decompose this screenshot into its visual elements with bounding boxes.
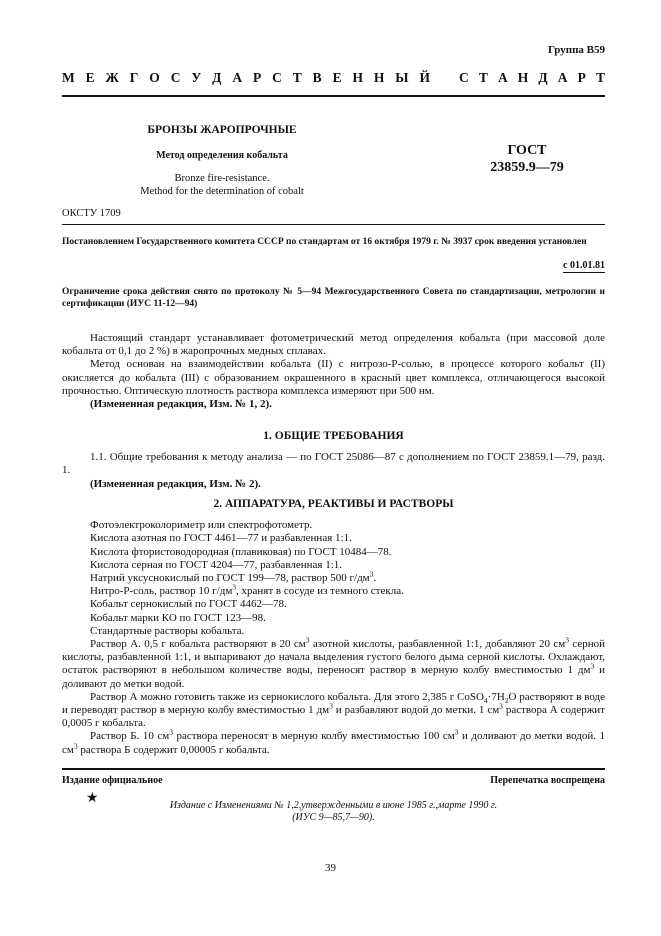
section-1-amendment: (Измененная редакция, Изм. № 2).: [90, 477, 261, 490]
solution-a-paragraph: Раствор А. 0,5 г кобальта растворяют в 20 $см^3$ азотной кислоты, разбавленной 1:1, добавляют 20 $см^3$ серной кислоты, разбавленной 1:1, и выпаривают до начала выделения густого белого дыма серной кислоты. Охлаждают, остаток растворяют в небольшом количестве воды, переносят раствор в мерную колбу вместимостью 1 $дм^3$ и доливают до метки водой.: [62, 635, 605, 690]
banner-letter: А: [557, 70, 568, 85]
intro-paragraph-1: Настоящий стандарт устанавливает фотометрический метод определения кобальта (при массовой доле кобальта от 0,1 до 2 %) в жаропрочных медных сплавах.: [62, 332, 605, 358]
banner-letter: Н: [373, 70, 385, 85]
banner-letter: Ж: [105, 70, 119, 85]
banner-letter: Е: [332, 70, 342, 85]
banner-letter: Й: [419, 70, 430, 85]
effective-date: с 01.01.81: [563, 260, 605, 271]
banner-letter: Н: [517, 70, 529, 85]
banner-letter: Т: [595, 70, 605, 85]
solution-a-alt-paragraph: Раствор А можно готовить также из сернокислого кобальта. Для этого 2,385 г $CoSO_4\cdot 7H_2O$ растворяют в воде и переводят раствор в мерную колбу вместимостью 1 $дм^3$ и разбавляют водой до метки. 1 $см^3$ раствора А содержит 0,0005 г кобальта.: [62, 690, 606, 730]
banner-letter: Д: [538, 70, 548, 85]
doc-title: БРОНЗЫ ЖАРОПРОЧНЫЕ: [147, 124, 297, 136]
reagent-item: Кислота азотная по ГОСТ 4461—77 и разбавленная 1:1.: [90, 532, 352, 545]
reagent-item: Кобальт сернокислый по ГОСТ 4462—78.: [90, 598, 287, 611]
reagent-item-acetate: Натрий уксуснокислый по ГОСТ 199—78, раствор 500 $г/дм^3$.: [90, 569, 377, 585]
reagent-item: Стандартные растворы кобальта.: [90, 624, 245, 637]
section-1: [62, 430, 605, 491]
doc-method: Метод определения кобальта: [156, 150, 288, 161]
banner-letter: Т: [478, 70, 488, 85]
banner-letter: Г: [129, 70, 139, 85]
edition-note: [62, 800, 605, 824]
banner-letter: А: [232, 70, 243, 85]
decree-text: Постановлением Государственного комитета СССР по стандартам от 16 октября 1979 г. № 3937 срок введения установлен: [62, 237, 587, 247]
banner-letter: С: [272, 70, 282, 85]
okstu-code: ОКСТУ 1709: [62, 208, 121, 219]
reagent-item: Кислота серная по ГОСТ 4204—77, разбавленная 1:1.: [90, 558, 343, 571]
solution-b-paragraph: Раствор Б. 10 $см^3$ раствора переносят в мерную колбу вместимостью 100 $см^3$ и доливают до метки водой. 1 $см^3$ раствора Б содержит 0,00005 г кобальта.: [62, 727, 606, 756]
title-en-line-2: Method for the determination of cobalt: [140, 186, 304, 197]
banner-letter: У: [191, 70, 202, 85]
restriction-note: Ограничение срока действия снято по протоколу № 5—94 Межгосударственного Совета по стандартизации, метрологии и сертификации (ИУС 11-12—94): [62, 287, 605, 309]
banner-letter: С: [170, 70, 181, 85]
intro-section: [62, 332, 605, 411]
group-code: Группа В59: [547, 44, 605, 56]
doc-title-en: [62, 172, 382, 198]
reagent-list: [62, 519, 605, 757]
banner-letter: Р: [252, 70, 262, 85]
banner-letter: Д: [212, 70, 222, 85]
official-edition: Издание официальное: [62, 775, 163, 786]
page-number: 39: [325, 862, 336, 874]
banner-letter: Р: [577, 70, 586, 85]
okstu-rule: [62, 224, 605, 225]
gost-designation: [452, 142, 602, 176]
banner-letter: Ы: [395, 70, 409, 85]
banner-letter: А: [497, 70, 508, 85]
reagent-item-nitroso: Нитро-Р-соль, раствор 10 $г/дм^3$, хранят в сосуде из темного стекла.: [90, 582, 404, 598]
section-2: [62, 498, 605, 757]
standard-banner: [62, 70, 605, 86]
reagent-item: Кобальт марки КО по ГОСТ 123—98.: [90, 611, 266, 624]
banner-letter: Т: [292, 70, 302, 85]
header-rule: [62, 95, 605, 97]
star-icon: ★: [86, 791, 99, 806]
gost-number: 23859.9—79: [490, 160, 564, 175]
section-2-title: 2. АППАРАТУРА, РЕАКТИВЫ И РАСТВОРЫ: [213, 498, 454, 510]
gost-label: ГОСТ: [507, 143, 547, 158]
banner-letter: В: [312, 70, 322, 85]
title-en-line-1: Bronze fire-resistance.: [174, 173, 270, 184]
banner-letter: Е: [85, 70, 95, 85]
reprint-notice: Перепечатка воспрещена: [490, 775, 605, 786]
edition-line-1: Издание с Изменениями № 1,2,утвержденными в июне 1985 г.,марте 1990 г.: [169, 800, 498, 811]
reagent-item: Кислота фтористоводородная (плавиковая) по ГОСТ 10484—78.: [90, 545, 392, 558]
banner-letter: Н: [352, 70, 363, 85]
banner-letter: О: [149, 70, 160, 85]
standard-word-1: [62, 70, 430, 86]
section-1-paragraph: 1.1. Общие требования к методу анализа — по ГОСТ 25086—87 с дополнением по ГОСТ 23859.1—79, разд. 1.: [62, 451, 605, 477]
standard-word-2: [459, 70, 605, 86]
footer-rule: [62, 768, 605, 770]
intro-paragraph-2: Метод основан на взаимодействии кобальта (II) с нитрозо-Р-солью, в процессе которого кобальт (II) окисляется до кобальта (III) с образованием окрашенного в красный цвет комплекса, отличающегося высокой прочностью. Оптическую плотность раствора комплекса измеряют при 500 нм.: [62, 358, 605, 397]
banner-letter: М: [62, 70, 75, 85]
banner-letter: С: [459, 70, 469, 85]
intro-amendment: (Измененная редакция, Изм. № 1, 2).: [90, 398, 272, 411]
reagent-item: Фотоэлектроколориметр или спектрофотометр.: [90, 519, 313, 532]
edition-line-2: (ИУС 9—85,7—90).: [292, 812, 375, 823]
section-1-title: 1. ОБЩИЕ ТРЕБОВАНИЯ: [263, 430, 404, 442]
